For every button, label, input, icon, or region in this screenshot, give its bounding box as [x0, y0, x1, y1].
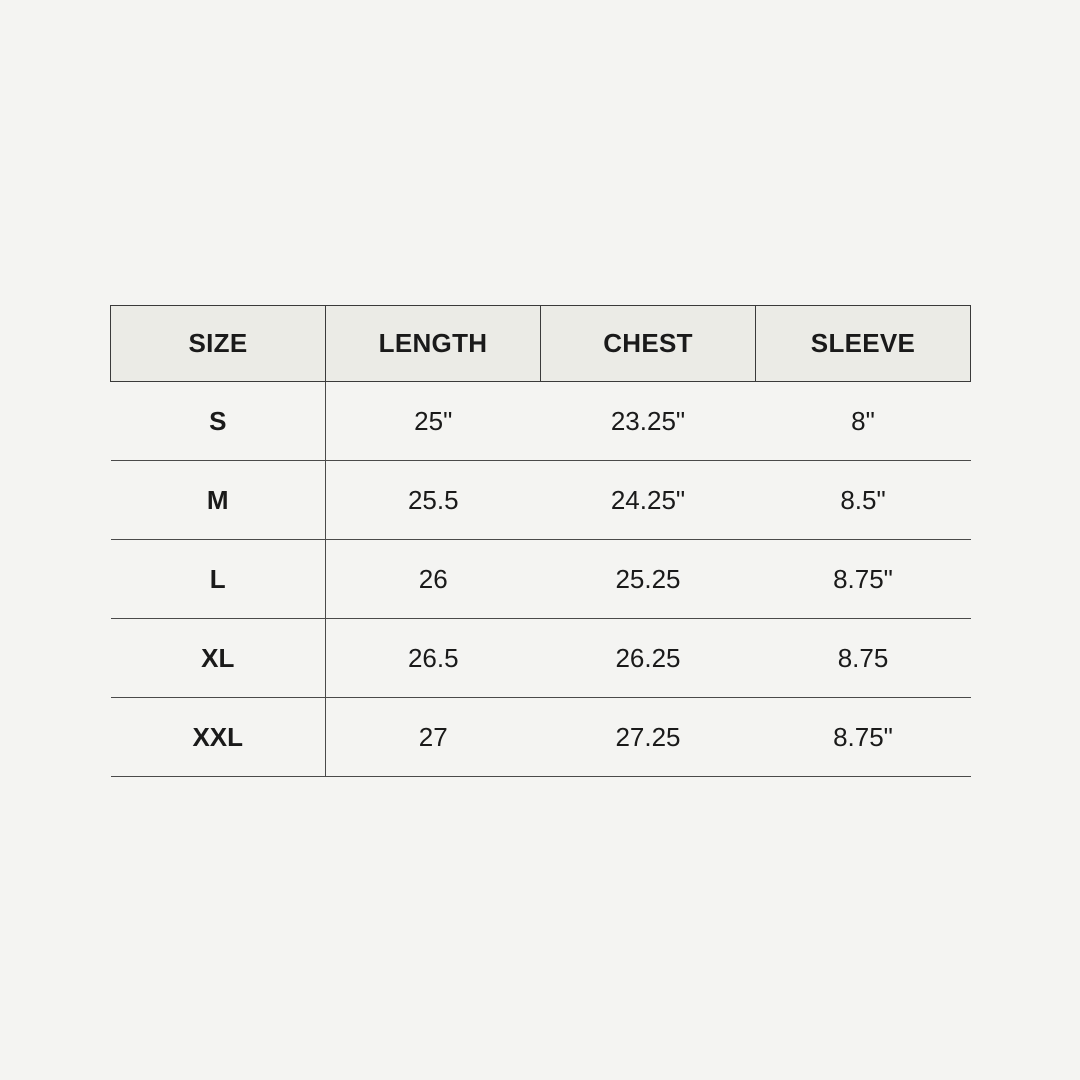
- table-row: [111, 461, 971, 540]
- size-chart-table: [110, 305, 971, 777]
- length-cell: 27: [326, 698, 541, 777]
- table-body: [111, 382, 971, 777]
- length-cell: 25": [326, 382, 541, 461]
- sleeve-cell: 8.75: [756, 619, 971, 698]
- size-cell: XXL: [111, 698, 326, 777]
- length-cell: 26: [326, 540, 541, 619]
- sleeve-cell: 8.75": [756, 540, 971, 619]
- header-row: [111, 306, 971, 382]
- table-row: [111, 382, 971, 461]
- chest-cell: 26.25: [541, 619, 756, 698]
- chest-cell: 23.25": [541, 382, 756, 461]
- header-sleeve: SLEEVE: [756, 306, 971, 382]
- size-cell: XL: [111, 619, 326, 698]
- chest-cell: 24.25": [541, 461, 756, 540]
- length-cell: 25.5: [326, 461, 541, 540]
- table-row: [111, 698, 971, 777]
- chest-cell: 27.25: [541, 698, 756, 777]
- sleeve-cell: 8.75": [756, 698, 971, 777]
- length-cell: 26.5: [326, 619, 541, 698]
- chest-cell: 25.25: [541, 540, 756, 619]
- header-chest: CHEST: [541, 306, 756, 382]
- table-row: [111, 619, 971, 698]
- header-size: SIZE: [111, 306, 326, 382]
- header-length: LENGTH: [326, 306, 541, 382]
- size-cell: L: [111, 540, 326, 619]
- sleeve-cell: 8.5": [756, 461, 971, 540]
- size-cell: M: [111, 461, 326, 540]
- table-row: [111, 540, 971, 619]
- size-cell: S: [111, 382, 326, 461]
- sleeve-cell: 8": [756, 382, 971, 461]
- table-header: [111, 306, 971, 382]
